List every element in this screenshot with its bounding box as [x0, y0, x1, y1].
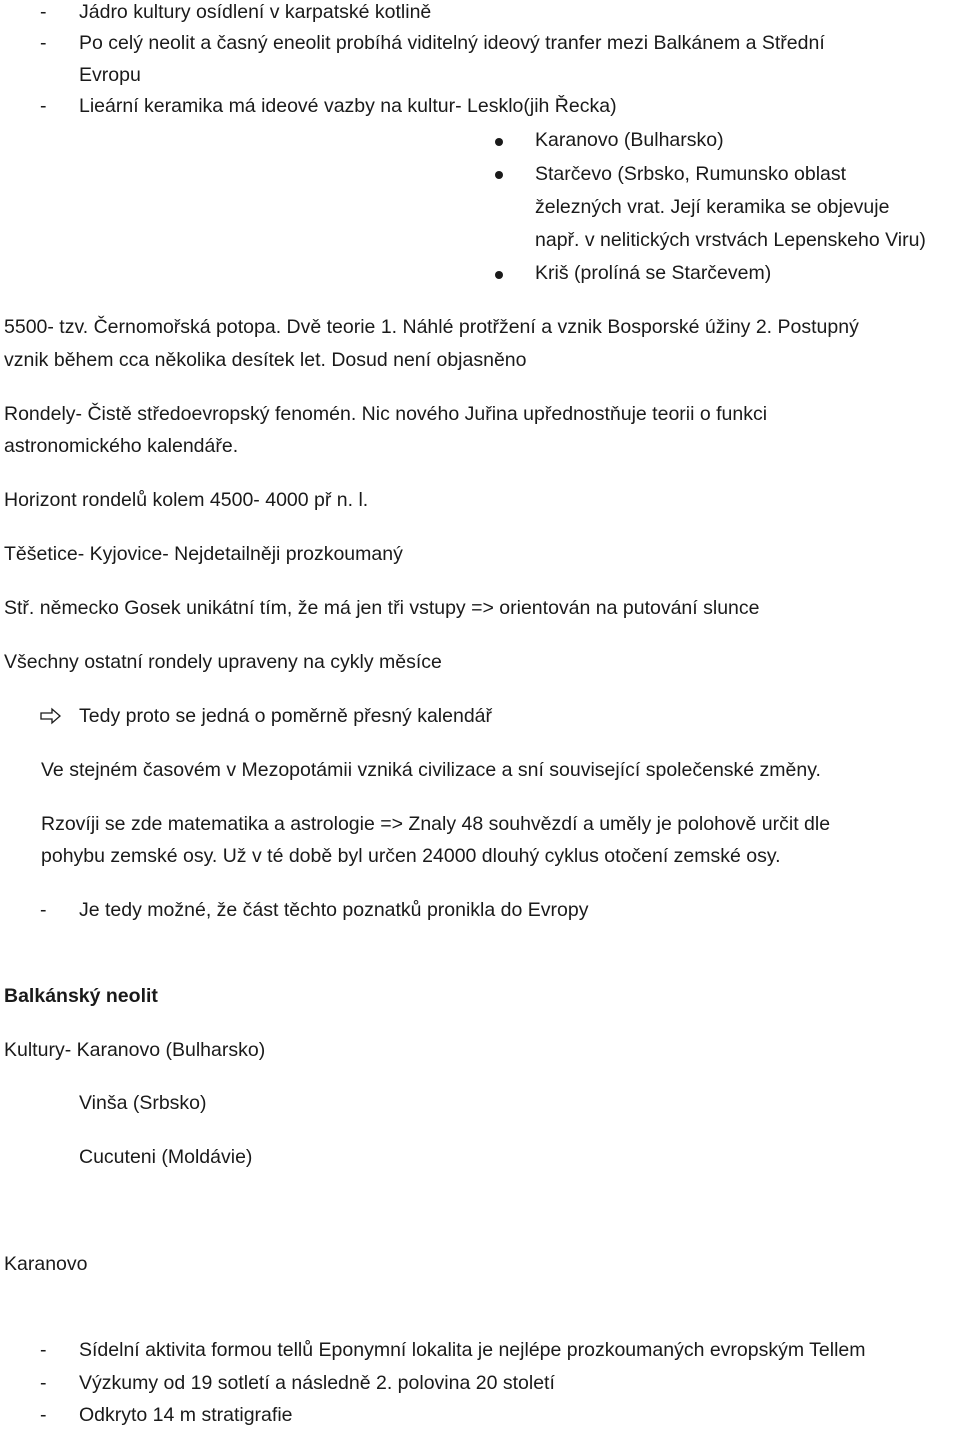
list-dash: - [40, 899, 47, 921]
list-dash: - [40, 1404, 47, 1426]
culture-item: Cucuteni (Moldávie) [79, 1146, 253, 1168]
list-item: Po celý neolit a časný eneolit probíhá viditelný ideový tranfer mezi Balkánem a Střední [79, 32, 825, 54]
paragraph-line: Ve stejném časovém v Mezopotámii vzniká civilizace a sní související společenské změny. [41, 759, 821, 781]
paragraph-line: astronomického kalendáře. [4, 435, 239, 457]
list-item: Výzkumy od 19 sotletí a následně 2. polovina 20 století [79, 1372, 555, 1394]
paragraph-line: pohybu zemské osy. Už v té době byl určen 24000 dlouhý cyklus otočení zemské osy. [41, 845, 781, 867]
list-item: Sídelní aktivita formou tellů Eponymní lokalita je nejlépe prozkoumaných evropským Tellem [79, 1339, 866, 1361]
list-item: Odkryto 14 m stratigrafie [79, 1404, 293, 1426]
sub-bullet-item: Starčevo (Srbsko, Rumunsko oblast [535, 163, 847, 185]
list-item-continuation: Evropu [79, 64, 141, 86]
arrow-item-text: Tedy proto se jedná o poměrně přesný kalendář [79, 705, 493, 727]
paragraph-line: Stř. německo Gosek unikátní tím, že má jen tři vstupy => orientován na putování slunce [4, 597, 760, 619]
paragraph-line: vznik během cca několika desítek let. Dosud není objasněno [4, 349, 527, 371]
bullet-dot-icon [495, 138, 503, 146]
paragraph-line: Rondely- Čistě středoevropský fenomén. Nic nového Juřina upřednostňuje teorii o funkci [4, 403, 768, 425]
list-dash: - [40, 1372, 47, 1394]
paragraph-line: Kultury- Karanovo (Bulharsko) [4, 1039, 266, 1061]
list-dash: - [40, 95, 47, 117]
list-item: Je tedy možné, že část těchto poznatků pronikla do Evropy [79, 899, 589, 921]
paragraph-line: Horizont rondelů kolem 4500- 4000 př n. l. [4, 489, 369, 511]
list-dash: - [40, 1339, 47, 1361]
paragraph-line: Těšetice- Kyjovice- Nejdetailněji prozkoumaný [4, 543, 403, 565]
bullet-dot-icon [495, 171, 503, 179]
paragraph-line: Rzovíji se zde matematika a astrologie => Znaly 48 souhvězdí a uměly je polohově určit dle [41, 813, 831, 835]
list-dash: - [40, 32, 47, 54]
sub-bullet-continuation: železných vrat. Její keramika se objevuje [535, 196, 890, 218]
list-item: Lieární keramika má ideové vazby na kultur- Lesklo(jih Řecka) [79, 95, 617, 117]
paragraph-line: 5500- tzv. Černomořská potopa. Dvě teorie 1. Náhlé protřžení a vznik Bosporské úžiny 2. Postupný [4, 316, 859, 338]
subsection-title: Karanovo [4, 1253, 88, 1275]
culture-item: Vinša (Srbsko) [79, 1092, 207, 1114]
bullet-dot-icon [495, 271, 503, 279]
section-heading: Balkánský neolit [4, 985, 158, 1007]
list-dash: - [40, 1, 47, 23]
sub-bullet-item: Karanovo (Bulharsko) [535, 129, 724, 151]
paragraph-line: Všechny ostatní rondely upraveny na cykly měsíce [4, 651, 442, 673]
list-item: Jádro kultury osídlení v karpatské kotlině [79, 1, 432, 23]
hollow-arrow-icon [40, 707, 62, 725]
sub-bullet-continuation: např. v nelitických vrstvách Lepenskeho Viru) [535, 229, 926, 251]
sub-bullet-item: Kriš (prolíná se Starčevem) [535, 262, 772, 284]
